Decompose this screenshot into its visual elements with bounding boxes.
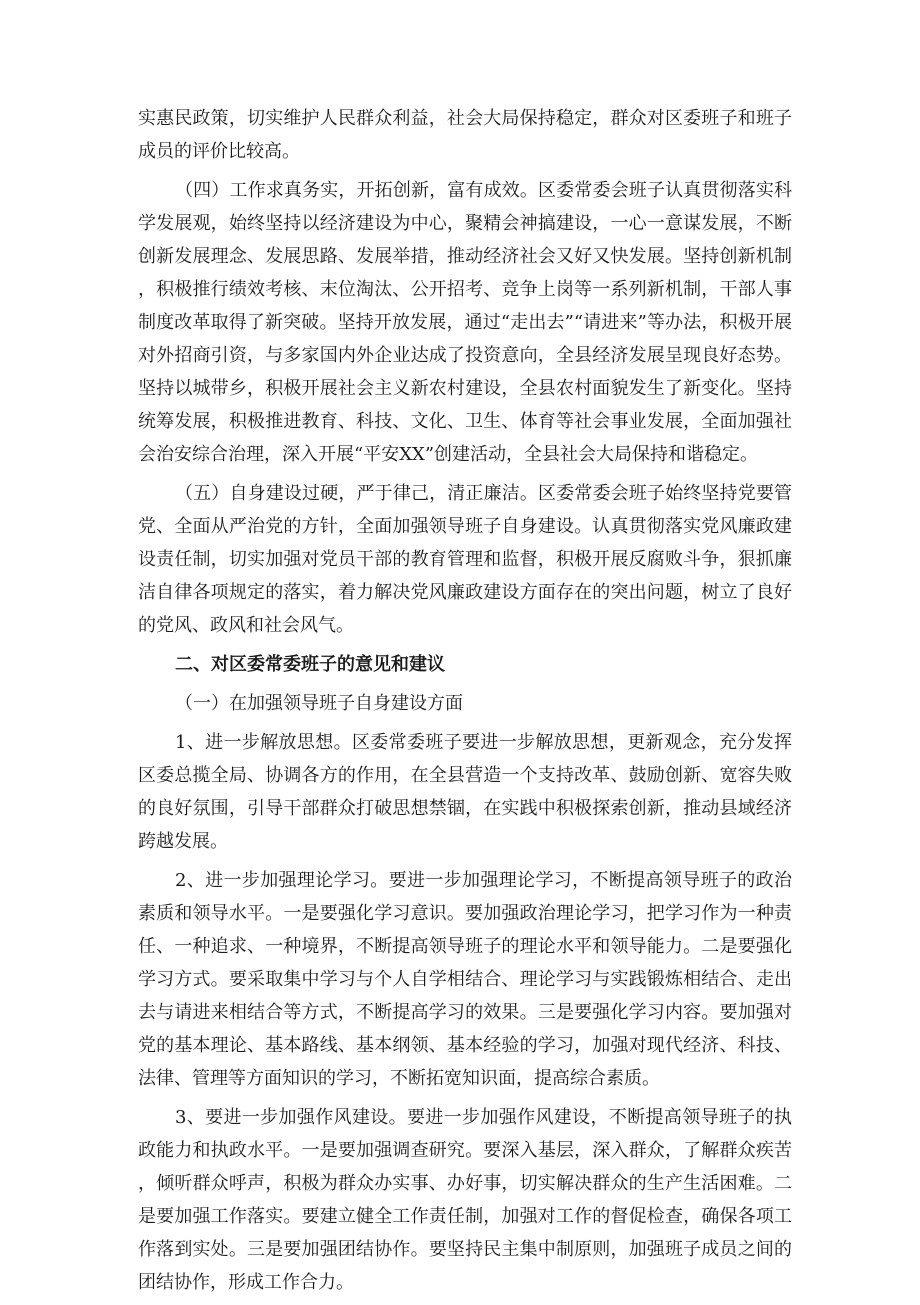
paragraph-item-2: 2、进一步加强理论学习。要进一步加强理论学习，不断提高领导班子的政治素质和领导水平。一是要强化学习意识。要加强政治理论学习，把学习作为一种责任、一种追求、一种境界，不断提高领导班子的理论水平和领导能力。二是要强化学习方式。要采取集中学习与个人自学相结合、理论学习与实践锻炼相结合、走出去与请进来相结合等方式，不断提高学习的效果。三是要强化学习内容。要加强对党的基本理论、基本路线、基本纲领、基本经验的学习，加强对现代经济、科技、法律、管理等方面知识的学习，不断拓宽知识面，提高综合素质。 [138,870,792,1089]
document-body [138,102,792,1305]
paragraph-item-1: 1、进一步解放思想。区委常委班子要进一步解放思想，更新观念，充分发挥区委总揽全局、协调各方的作用，在全县营造一个支持改革、鼓励创新、宽容失败的良好氛围，引导干部群众打破思想禁锢，在实践中积极探索创新，推动县域经济跨越发展。 [138,732,792,852]
section-heading: 二、对区委常委班子的意见和建议 [175,654,445,675]
paragraph-section-4: （四）工作求真务实，开拓创新，富有成效。区委常委会班子认真贯彻落实科学发展观，始终坚持以经济建设为中心，聚精会神搞建设，一心一意谋发展，不断创新发展理念、发展思路、发展举措，推动经济社会又好又快发展。坚持创新机制，积极推行绩效考核、末位淘汰、公开招考、竞争上岗等一系列新机制，干部人事制度改革取得了新突破。坚持开放发展，通过“走出去”“请进来”等办法，积极开展对外招商引资，与多家国内外企业达成了投资意向，全县经济发展呈现良好态势。坚持以城带乡，积极开展社会主义新农村建设，全县农村面貌发生了新变化。坚持统筹发展，积极推进教育、科技、文化、卫生、体育等社会事业发展，全面加强社会治安综合治理，深入开展“平安XX”创建活动，全县社会大局保持和谐稳定。 [138,180,792,465]
subsection-heading: （一）在加强领导班子自身建设方面 [175,693,463,714]
paragraph-item-3: 3、要进一步加强作风建设。要进一步加强作风建设，不断提高领导班子的执政能力和执政水平。一是要加强调查研究。要深入基层，深入群众，了解群众疾苦，倾听群众呼声，积极为群众办实事、办好事，切实解决群众的生产生活困难。二是要加强工作落实。要建立健全工作责任制，加强对工作的督促检查，确保各项工作落到实处。三是要加强团结协作。要坚持民主集中制原则，加强班子成员之间的团结协作，形成工作合力。 [138,1107,792,1293]
paragraph-continued: 实惠民政策，切实维护人民群众利益，社会大局保持稳定，群众对区委班子和班子成员的评价比较高。 [138,108,792,162]
paragraph-section-5: （五）自身建设过硬，严于律己，清正廉洁。区委常委会班子始终坚持党要管党、全面从严治党的方针，全面加强领导班子自身建设。认真贯彻落实党风廉政建设责任制，切实加强对党员干部的教育管理和监督，积极开展反腐败斗争，狠抓廉洁自律各项规定的落实，着力解决党风廉政建设方面存在的突出问题，树立了良好的党风、政风和社会风气。 [138,483,792,636]
